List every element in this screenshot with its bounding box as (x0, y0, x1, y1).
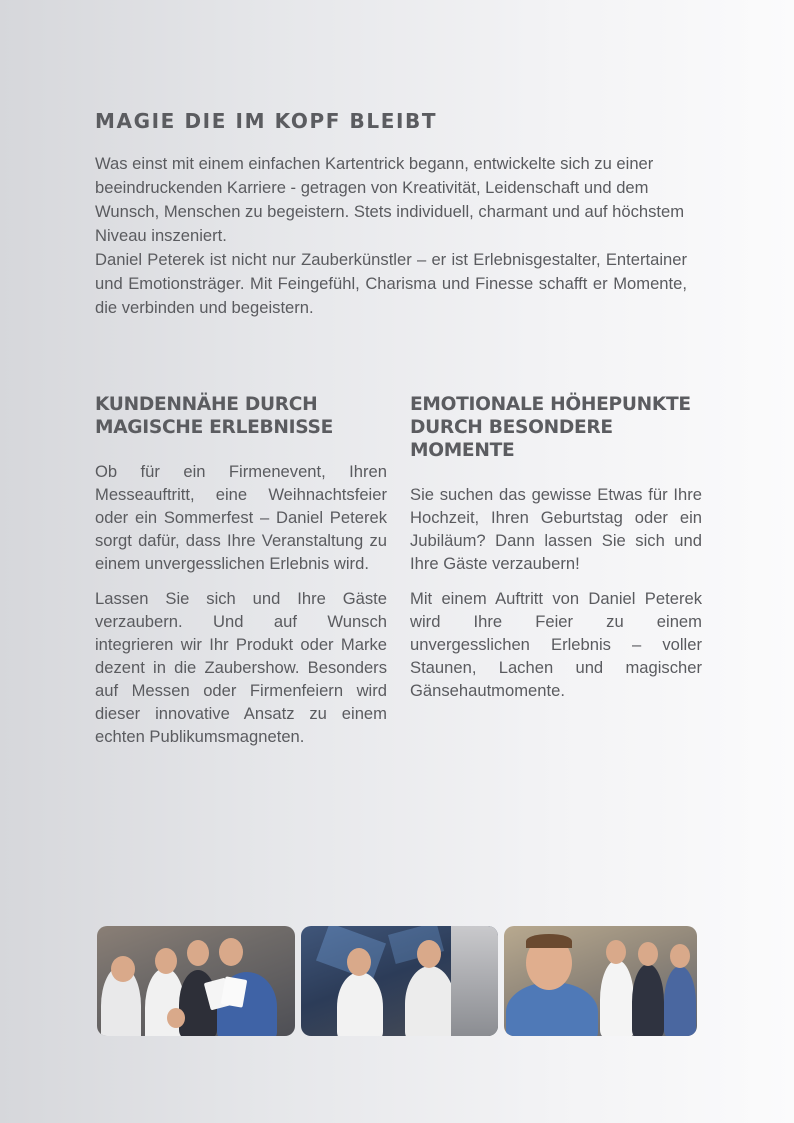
photo-strip (97, 926, 697, 1036)
right-column (410, 393, 702, 702)
left-heading-line-2: MAGISCHE ERLEBNISSE (95, 417, 334, 438)
photo-magician-performance (301, 926, 498, 1036)
right-heading (410, 393, 702, 462)
left-column (95, 393, 387, 748)
photo-group-guests (97, 926, 295, 1036)
right-body (410, 483, 702, 702)
intro-text (95, 152, 687, 320)
page-title: MAGIE DIE IM KOPF BLEIBT (95, 109, 438, 133)
right-paragraph-2: Mit einem Auftritt von Daniel Peterek wird Ihre Feier zu einem unvergesslichen Erlebnis – voller Staunen, Lachen und magischer Gänsehautmomente. (410, 589, 702, 700)
right-heading-line-1: EMOTIONALE HÖHEPUNKTE (410, 394, 691, 415)
left-heading-line-1: KUNDENNÄHE DURCH (95, 394, 318, 415)
left-body (95, 460, 387, 748)
intro-paragraph-2: Daniel Peterek ist nicht nur Zauberkünstler – er ist Erlebnisgestalter, Entertainer und Emotionsträger. Mit Feingefühl, Charisma und Finesse schafft er Momente, die verbinden und begeistern. (95, 250, 687, 317)
left-paragraph-1: Ob für ein Firmenevent, Ihren Messeauftritt, eine Weihnachtsfeier oder ein Sommerfest – Daniel Peterek sorgt dafür, dass Ihre Veranstaltung zu einem unvergesslichen Erlebnis wird. (95, 462, 387, 573)
left-paragraph-2: Lassen Sie sich und Ihre Gäste verzaubern. Und auf Wunsch integrieren wir Ihr Produkt oder Marke dezent in die Zaubershow. Besonders auf Messen oder Firmenfeiern wird dieser innovative Ansatz zu einem echten Publikumsmagneten. (95, 589, 387, 746)
right-heading-line-2: DURCH BESONDERE MOMENTE (410, 417, 613, 461)
photo-smiling-guests (504, 926, 697, 1036)
right-paragraph-1: Sie suchen das gewisse Etwas für Ihre Hochzeit, Ihren Geburtstag oder ein Jubiläum? Dann lassen Sie sich und Ihre Gäste verzaubern! (410, 485, 702, 573)
intro-paragraph-1: Was einst mit einem einfachen Kartentrick begann, entwickelte sich zu einer beeindruckenden Karriere - getragen von Kreativität, Leidenschaft und dem Wunsch, Menschen zu begeistern. Stets individuell, charmant und auf höchstem Niveau inszeniert. (95, 154, 685, 245)
left-heading (95, 393, 387, 439)
